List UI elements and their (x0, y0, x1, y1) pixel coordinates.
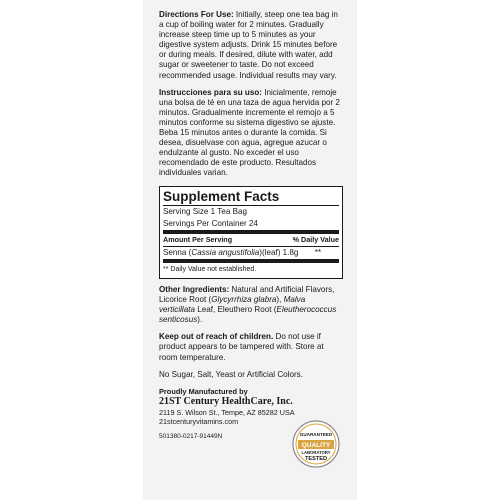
label-content (159, 10, 343, 442)
warning-heading: Keep out of reach of children. (159, 332, 274, 342)
seal-line3: LABORATORY (301, 450, 331, 455)
other-ingredients-heading: Other Ingredients: (159, 284, 230, 294)
supplement-facts-footnote: ** Daily Value not established. (163, 265, 257, 273)
seal-line4: TESTED (304, 456, 328, 462)
manufacturer-address: 2119 S. Wilson St., Tempe, AZ 85282 USA (159, 407, 295, 417)
supplement-facts-panel (159, 186, 343, 279)
daily-value-header: % Daily Value (292, 234, 339, 244)
warning-paragraph (159, 332, 343, 362)
serving-size: Serving Size 1 Tea Bag (163, 206, 247, 216)
manufacturer-brand: 21ST Century HealthCare, Inc. (159, 395, 293, 407)
servings-per-container: Servings Per Container 24 (163, 218, 258, 228)
warning-text: Do not use if product appears to be tampered with. Store at room temperature. (159, 332, 324, 362)
directions-text: Initially, steep one tea bag in a cup of boiling water for 2 minutes. Gradually increase steep time up to 5 minutes as your digestive system adjusts. Drink 15 minutes before or during meals. If desired, dilute with water, add sugar or sweetener to taste. Do not exceed recommended usage. Individual results may vary. (159, 10, 338, 80)
instrucciones-text: Inicialmente, remoje una bolsa de té en una taza de agua hervida por 2 minutos. Gradualmente incremente el remojo a 5 minutos conforme su sistema digestivo se ajuste. Beba 15 minutos antes o durante la comida. Si desea, disuelvase con agua, agregue azucar o endulzante al gusto. No exceder el uso recomendado de este producto. Resultados individuales varian. (159, 87, 340, 178)
other-ingredients-paragraph: Other Ingredients: Natural and Artificial Flavors, Licorice Root (Glycyrrhiza glabra), Malva verticillata Leaf, Eleuthero Root (Eleutherococcus senticosus). (159, 284, 337, 325)
quality-seal-icon (292, 420, 340, 468)
seal-line1: GUARANTEED (299, 432, 333, 437)
instrucciones-paragraph (159, 88, 343, 179)
supplement-facts-title: Supplement Facts (163, 188, 280, 204)
manufacturer-website: 21stcenturyvitamins.com (159, 416, 239, 426)
manufacturer-title: Proudly Manufactured by (159, 386, 248, 396)
ingredient-dv: ** (314, 247, 321, 257)
seal-line2: QUALITY (301, 442, 331, 449)
supplement-facts-header-row (163, 234, 339, 246)
directions-paragraph (159, 10, 343, 81)
no-additives-statement: No Sugar, Salt, Yeast or Artificial Colors. (159, 369, 303, 379)
barcode-number: 501380-0217-91449N (159, 432, 223, 440)
amount-per-serving-header: Amount Per Serving (163, 234, 233, 244)
directions-heading: Directions For Use: (159, 10, 234, 19)
ingredient-row-senna: Senna (Cassia angustifolia)(leaf) 1.8g ** (163, 247, 321, 257)
instrucciones-heading: Instrucciones para su uso: (159, 87, 262, 97)
